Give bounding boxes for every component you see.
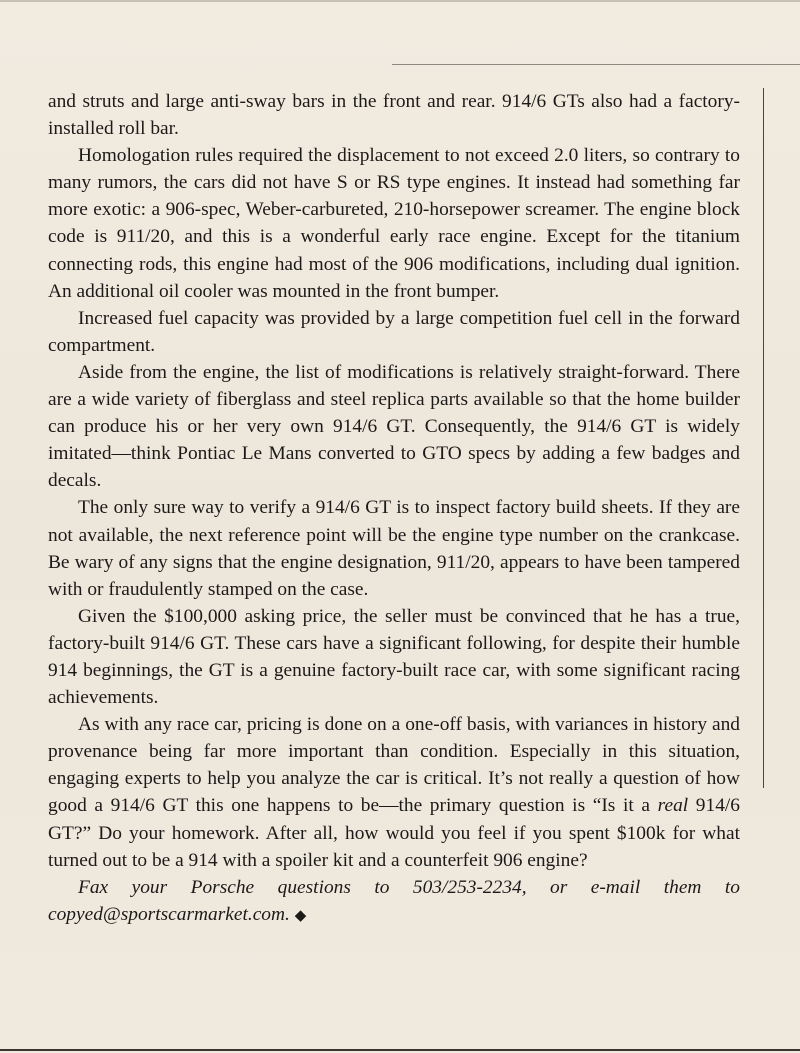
- paragraph-5: The only sure way to verify a 914/6 GT is to inspect factory build sheets. If they are not available, the next reference point will be the engine type number on the crankcase. Be wary of any signs that the engine designation, 911/20, appears to have been tampered with or fraudulently stamped on the case.: [48, 497, 740, 600]
- paragraph-7: [48, 711, 740, 874]
- top-rule: [0, 0, 800, 2]
- closing-note: [48, 874, 740, 930]
- end-mark-icon: ◆: [294, 907, 307, 924]
- header-line: [392, 64, 800, 65]
- paragraph-7-start: As with any race car, pricing is done on a one-off basis, with variances in history and provenance being far more important than condition. Especially in this situation, engaging experts to help you analyze the car is critical. It’s not really a question of how good a 914/6 GT this one happens to be—the primary question is “Is it a: [48, 714, 740, 817]
- emphasis-real: real: [657, 795, 689, 817]
- paragraph-3: Increased fuel capacity was provided by a large competition fuel cell in the forward compartment.: [48, 307, 740, 356]
- contact-text: Fax your Porsche questions to 503/253-2234, or e-mail them to copyed@sportscarmarket.com.: [48, 876, 740, 925]
- paragraph-7-end: 914/6 GT?” Do your homework. After all, how would you feel if you spent $100k for what turned out to be a 914 with a spoiler kit and a counterfeit 906 engine?: [48, 795, 740, 871]
- paragraph-6: Given the $100,000 asking price, the seller must be convinced that he has a true, factory-built 914/6 GT. These cars have a significant following, for despite their humble 914 beginnings, the GT is a genuine factory-built race car, with some significant racing achievements.: [48, 605, 740, 709]
- paragraph-2: Homologation rules required the displacement to not exceed 2.0 liters, so contrary to many rumors, the cars did not have S or RS type engines. It instead had something far more exotic: a 906-spec, Weber-carbureted, 210-horsepower screamer. The engine block code is 911/20, and this is a wonderful early race engine. Except for the titanium connecting rods, this engine had most of the 906 modifications, including dual ignition. An additional oil cooler was mounted in the front bumper.: [48, 145, 740, 302]
- bottom-rule: [0, 1049, 800, 1051]
- article-body: [48, 88, 740, 930]
- paragraph-1: and struts and large anti-sway bars in the front and rear. 914/6 GTs also had a factory-installed roll bar.: [48, 91, 740, 140]
- paragraph-4: Aside from the engine, the list of modifications is relatively straight-forward. There are a wide variety of fiberglass and steel replica parts available so that the home builder can produce his or her very own 914/6 GT. Consequently, the 914/6 GT is widely imitated—think Pontiac Le Mans converted to GTO specs by adding a few badges and decals.: [48, 361, 740, 492]
- column-rule: [763, 88, 764, 788]
